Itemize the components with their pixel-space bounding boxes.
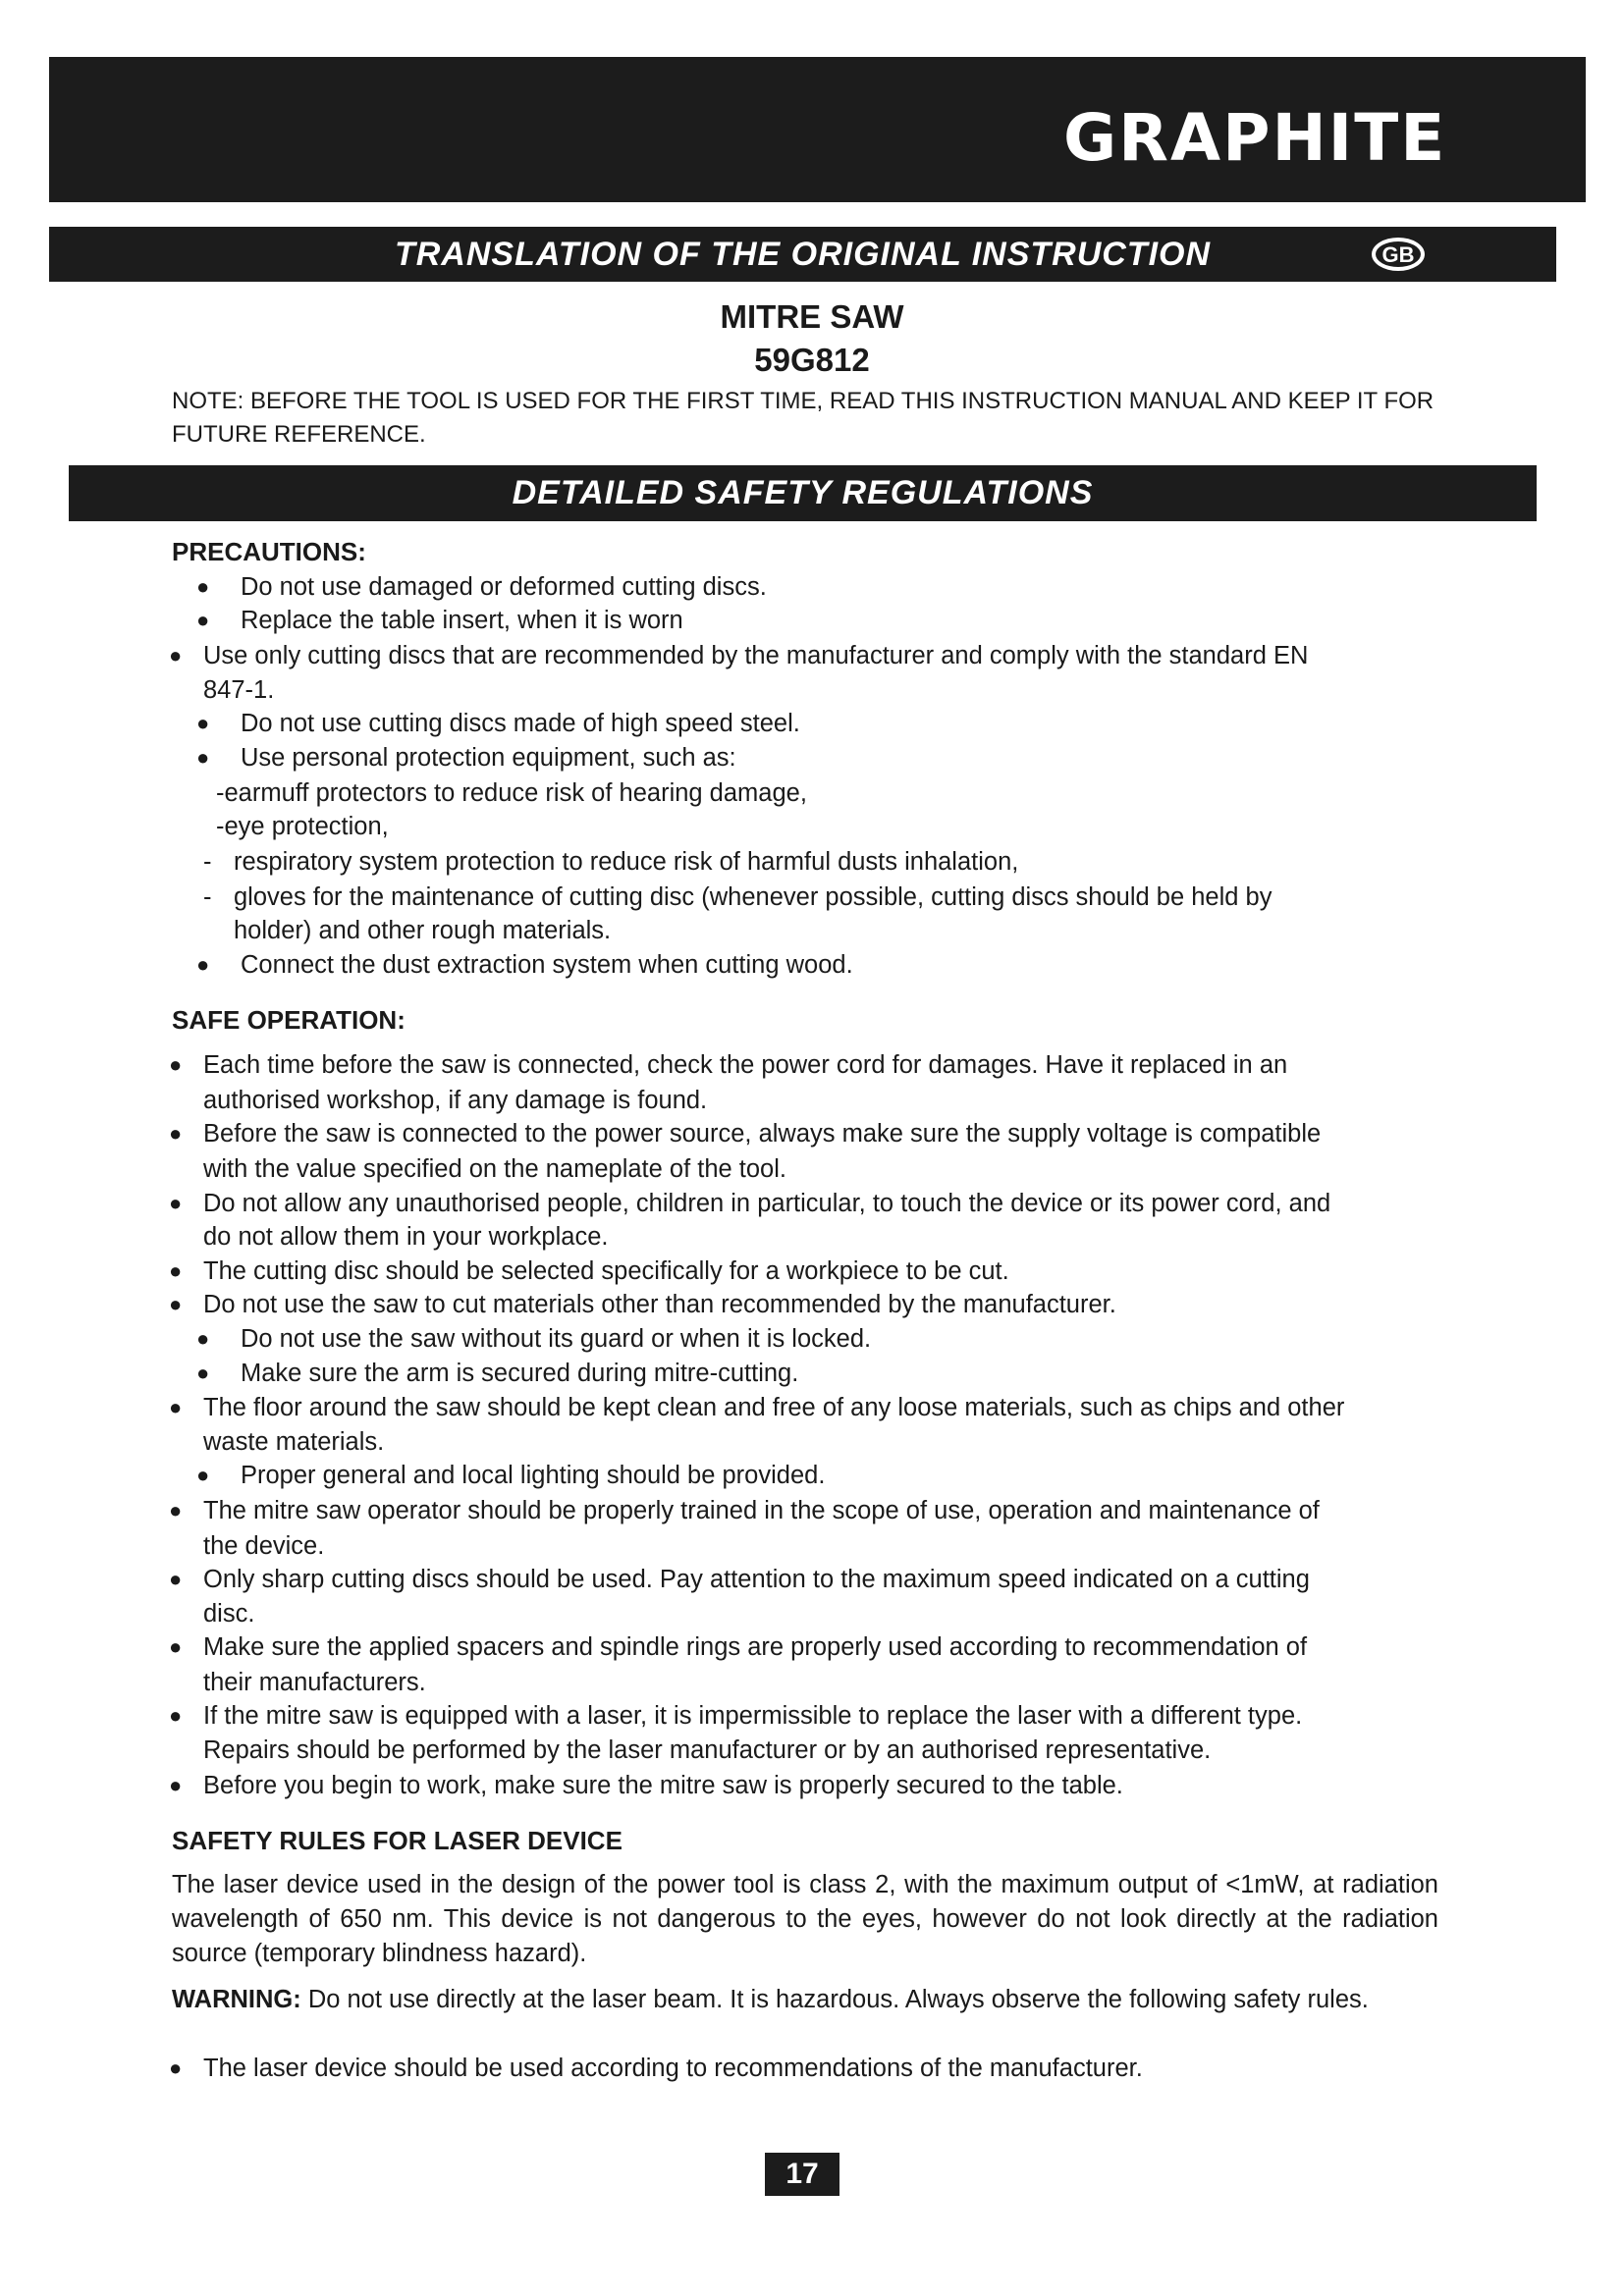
laser-title: SAFETY RULES FOR LASER DEVICE — [172, 1826, 623, 1855]
list-item: Use only cutting discs that are recommended by the manufacturer and comply with the standard EN — [203, 642, 1309, 669]
list-item: Connect the dust extraction system when cutting wood. — [241, 951, 853, 979]
safety-banner-label: DETAILED SAFETY REGULATIONS — [512, 474, 1094, 511]
bullet-icon: ● — [169, 1258, 183, 1283]
list-item: Only sharp cutting discs should be used. Pay attention to the maximum speed indicated on a cutting — [203, 1566, 1310, 1593]
bullet-icon: ● — [196, 1463, 210, 1487]
precautions-title: PRECAUTIONS: — [172, 537, 366, 566]
safe-operation-title: SAFE OPERATION: — [172, 1005, 406, 1035]
bullet-icon: ● — [169, 1703, 183, 1728]
bullet-icon: ● — [196, 1361, 210, 1385]
list-item: Do not use the saw to cut materials other than recommended by the manufacturer. — [203, 1291, 1116, 1318]
bullet-icon: ● — [196, 1326, 210, 1351]
translation-banner-label: TRANSLATION OF THE ORIGINAL INSTRUCTION — [394, 236, 1212, 273]
list-item-continuation: the device. — [203, 1532, 325, 1560]
list-item: The floor around the saw should be kept clean and free of any loose materials, such as chips and other — [203, 1394, 1345, 1421]
bullet-icon: ● — [169, 1292, 183, 1316]
brand-logo: GRAPHITE — [1063, 100, 1447, 176]
list-subitem: -eye protection, — [216, 813, 389, 840]
list-item: Do not allow any unauthorised people, children in particular, to touch the device or its power cord, and — [203, 1190, 1331, 1217]
bullet-icon: ● — [169, 1773, 183, 1797]
list-item: Proper general and local lighting should be provided. — [241, 1462, 826, 1489]
bullet-icon: ● — [169, 643, 183, 667]
dash-marker: - — [203, 848, 212, 876]
safety-banner — [69, 465, 1537, 521]
bullet-icon: ● — [169, 1052, 183, 1077]
country-badge: GB — [1372, 238, 1425, 271]
bullet-icon: ● — [196, 711, 210, 735]
list-item: Do not use cutting discs made of high speed steel. — [241, 710, 800, 737]
list-item: Make sure the applied spacers and spindle rings are properly used according to recommendation of — [203, 1633, 1308, 1661]
bullet-icon: ● — [196, 952, 210, 977]
list-item: Before you begin to work, make sure the mitre saw is properly secured to the table. — [203, 1772, 1123, 1799]
list-item: The laser device should be used according to recommendations of the manufacturer. — [203, 2055, 1143, 2082]
list-item: Each time before the saw is connected, check the power cord for damages. Have it replaced in an — [203, 1051, 1288, 1079]
list-item: Use personal protection equipment, such as: — [241, 744, 736, 772]
list-subitem: gloves for the maintenance of cutting disc (whenever possible, cutting discs should be held by — [234, 883, 1272, 911]
dash-marker: - — [203, 883, 212, 911]
list-item: Do not use damaged or deformed cutting discs. — [241, 573, 767, 601]
product-code: 59G812 — [754, 342, 870, 378]
list-item: If the mitre saw is equipped with a laser, it is impermissible to replace the laser with a different type. — [203, 1702, 1303, 1730]
bullet-icon: ● — [169, 1498, 183, 1522]
note-text: NOTE: BEFORE THE TOOL IS USED FOR THE FIRST TIME, READ THIS INSTRUCTION MANUAL AND KEEP IT FOR FUTURE REFERENCE. — [172, 388, 1435, 448]
bullet-icon: ● — [169, 1121, 183, 1146]
list-item-continuation: 847-1. — [203, 676, 275, 704]
warning-label: WARNING: — [172, 1986, 301, 2013]
list-subitem: -earmuff protectors to reduce risk of hearing damage, — [216, 779, 807, 807]
bullet-icon: ● — [169, 1191, 183, 1215]
bullet-icon: ● — [169, 1634, 183, 1659]
list-item: Do not use the saw without its guard or when it is locked. — [241, 1325, 872, 1353]
warning-paragraph — [172, 1983, 1438, 2017]
bullet-icon: ● — [196, 574, 210, 599]
list-item-continuation: disc. — [203, 1600, 255, 1628]
list-item: The cutting disc should be selected specifically for a workpiece to be cut. — [203, 1257, 1009, 1285]
list-item-continuation: Repairs should be performed by the laser manufacturer or by an authorised representative. — [203, 1736, 1212, 1764]
bullet-icon: ● — [196, 745, 210, 770]
list-subitem-continuation: holder) and other rough materials. — [234, 917, 612, 944]
warning-text: Do not use directly at the laser beam. It is hazardous. Always observe the following safety rules. — [300, 1986, 1369, 2013]
list-item: Make sure the arm is secured during mitre-cutting. — [241, 1360, 799, 1387]
list-item-continuation: their manufacturers. — [203, 1669, 426, 1696]
translation-banner — [49, 227, 1556, 282]
list-item-continuation: with the value specified on the nameplate of the tool. — [203, 1155, 786, 1183]
page-number: 17 — [765, 2153, 839, 2196]
list-item-continuation: waste materials. — [203, 1428, 385, 1456]
product-name: MITRE SAW — [720, 298, 904, 335]
list-subitem: respiratory system protection to reduce risk of harmful dusts inhalation, — [234, 848, 1019, 876]
bullet-icon: ● — [169, 1395, 183, 1419]
bullet-icon: ● — [196, 608, 210, 632]
laser-paragraph: The laser device used in the design of the power tool is class 2, with the maximum output of <1mW, at radiation wavelength of 650 nm. This device is not dangerous to the eyes, however do not look directly at the radiation source (temporary blindness hazard). — [172, 1871, 1438, 1967]
list-item: Before the saw is connected to the power source, always make sure the supply voltage is compatible — [203, 1120, 1322, 1148]
bullet-icon: ● — [169, 1567, 183, 1591]
list-item: The mitre saw operator should be properly trained in the scope of use, operation and maintenance of — [203, 1497, 1320, 1524]
list-item-continuation: authorised workshop, if any damage is found. — [203, 1087, 708, 1114]
list-item: Replace the table insert, when it is worn — [241, 607, 683, 634]
list-item-continuation: do not allow them in your workplace. — [203, 1223, 609, 1251]
bullet-icon: ● — [169, 2056, 183, 2080]
